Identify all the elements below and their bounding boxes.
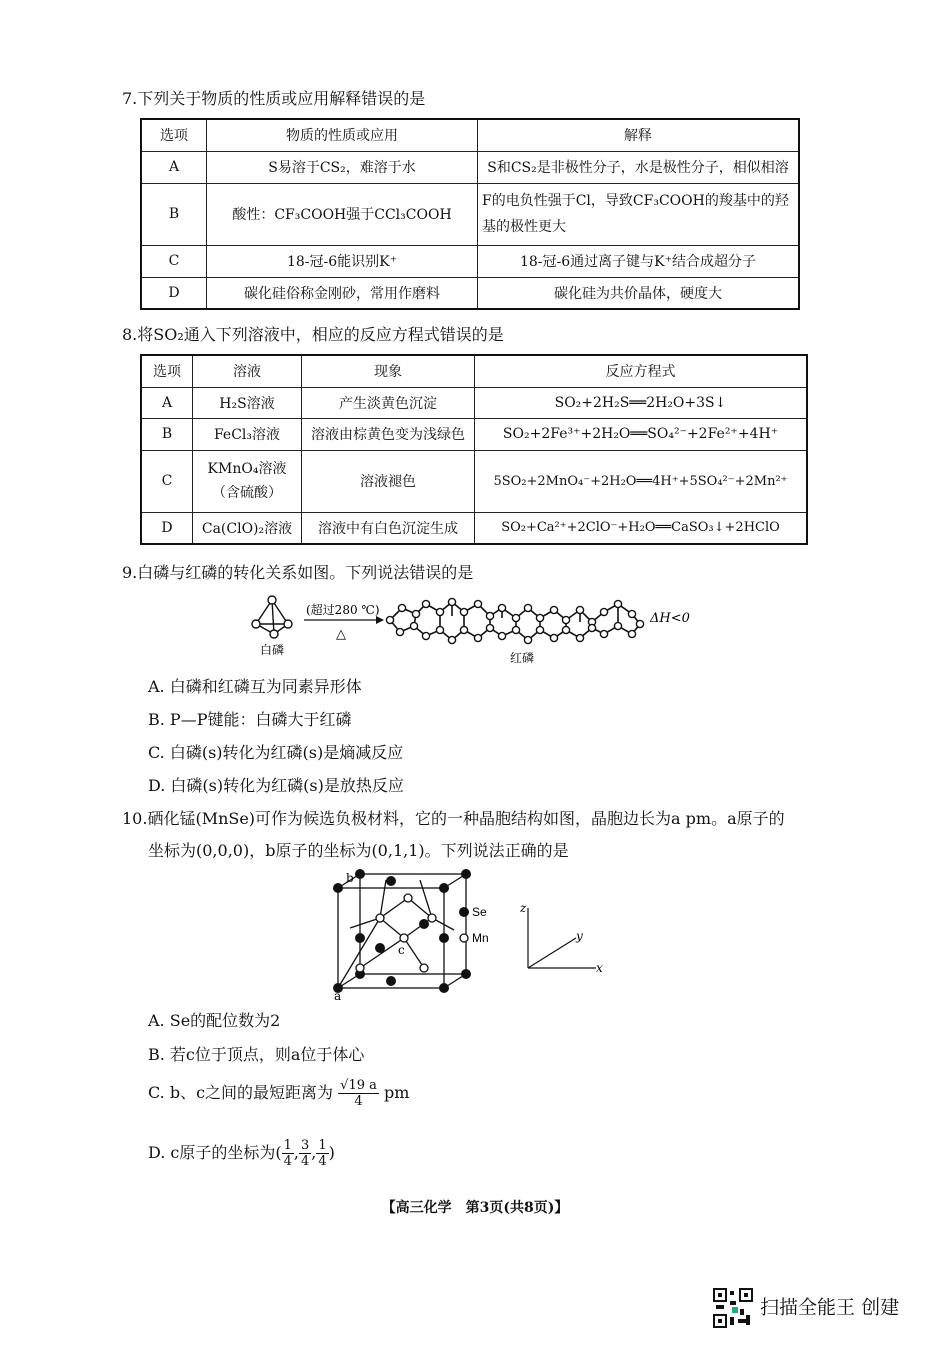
q7-header-property: 物质的性质或应用	[207, 119, 478, 151]
q8-row-d-option: D	[141, 512, 193, 544]
q9-option-d: D. 白磷(s)转化为红磷(s)是放热反应	[148, 776, 404, 795]
legend-se-marker	[459, 907, 469, 917]
q10-option-c	[148, 1078, 409, 1109]
q8-row-b-solution: FeCl₃溶液	[193, 418, 302, 450]
axis-y-label: y	[576, 929, 583, 943]
q9-option-b: B. P—P键能：白磷大于红磷	[148, 710, 352, 729]
q8-row-a-equation: SO₂+2H₂S══2H₂O+3S↓	[475, 387, 808, 418]
q7-row-b-option: B	[141, 183, 207, 245]
q10-option-c-text: C. b、c之间的最短距离为	[148, 1083, 334, 1102]
q10-option-c-fraction	[338, 1078, 379, 1109]
q8-row-c-phenomenon: 溶液褪色	[302, 450, 475, 512]
q7-table	[140, 118, 800, 310]
q10-stem-line2: 坐标为(0,0,0)，b原子的坐标为(0,1,1)。下列说法正确的是	[148, 841, 569, 860]
legend-se: Se	[472, 905, 487, 919]
mn-atoms	[356, 894, 436, 972]
phosphorus-diagram	[240, 590, 700, 670]
q8-header-solution: 溶液	[193, 355, 302, 387]
q8-row-c-option: C	[141, 450, 193, 512]
page-footer: 【高三化学 第3页(共8页)】	[381, 1200, 569, 1216]
q9-option-a: A. 白磷和红磷互为同素异形体	[148, 677, 362, 696]
frac3-den: 4	[318, 1154, 327, 1169]
q8-header-phenomenon: 现象	[302, 355, 475, 387]
q8-header-equation: 反应方程式	[475, 355, 808, 387]
q8-table	[140, 354, 808, 545]
q10-option-c-denominator: 4	[354, 1094, 363, 1109]
q10-option-d-frac2	[299, 1138, 311, 1169]
q7-row-c-option: C	[141, 245, 207, 277]
axis-z-label: z	[520, 901, 527, 915]
white-phosphorus-structure	[256, 600, 288, 634]
q10-option-d-frac1	[282, 1138, 294, 1169]
frac3-num: 1	[318, 1138, 327, 1153]
q10-stem-line1: 10.硒化锰(MnSe)可作为候选负极材料，它的一种晶胞结构如图，晶胞边长为a pm。a原子的	[122, 809, 785, 828]
q9-stem: 9.白磷与红磷的转化关系如图。下列说法错误的是	[122, 563, 474, 582]
atom-a-label: a	[334, 989, 342, 1002]
q8-row-b-option: B	[141, 418, 193, 450]
q8-row-a-option: A	[141, 387, 193, 418]
q10-option-d-text: D. c原子的坐标为(	[148, 1143, 282, 1162]
q7-row-d-property: 碳化硅俗称金刚砂，常用作磨料	[207, 277, 478, 309]
q10-option-d-close: )	[328, 1143, 335, 1162]
frac1-den: 4	[283, 1154, 292, 1169]
q7-row-d-option: D	[141, 277, 207, 309]
scanner-text: 扫描全能王 创建	[760, 1296, 900, 1319]
q7-row-d-explanation: 碳化硅为共价晶体，硬度大	[478, 277, 800, 309]
q7-stem: 7.下列关于物质的性质或应用解释错误的是	[122, 89, 426, 108]
axis-x-label: x	[596, 961, 603, 975]
enthalpy-label: ΔH<0	[650, 611, 690, 626]
q7-row-c-property: 18-冠-6能识别K⁺	[207, 245, 478, 277]
q9-option-c: C. 白磷(s)转化为红磷(s)是熵减反应	[148, 743, 404, 762]
q7-row-a-property: S易溶于CS₂，难溶于水	[207, 151, 478, 183]
q7-header-option: 选项	[141, 119, 207, 151]
q10-option-a: A. Se的配位数为2	[148, 1011, 281, 1030]
q10-option-d-frac3	[316, 1138, 328, 1169]
q8-row-d-phenomenon: 溶液中有白色沉淀生成	[302, 512, 475, 544]
legend-mn: Mn	[472, 931, 489, 945]
q10-option-c-numerator: √19 a	[340, 1078, 377, 1093]
q7-row-b-property: 酸性：CF₃COOH强于CCl₃COOH	[207, 183, 478, 245]
q8-row-a-solution: H₂S溶液	[193, 387, 302, 418]
scanner-watermark	[712, 1287, 899, 1329]
frac1-num: 1	[283, 1138, 292, 1153]
q7-row-a-explanation: S和CS₂是非极性分子，水是极性分子，相似相溶	[478, 151, 800, 183]
legend-mn-marker	[460, 934, 468, 942]
axes	[528, 908, 596, 968]
q8-row-a-phenomenon: 产生淡黄色沉淀	[302, 387, 475, 418]
frac2-den: 4	[301, 1154, 310, 1169]
white-phosphorus-label: 白磷	[260, 643, 285, 657]
q8-row-c-equation: 5SO₂+2MnO₄⁻+2H₂O══4H⁺+5SO₄²⁻+2Mn²⁺	[475, 450, 808, 512]
red-phosphorus-label: 红磷	[510, 651, 535, 665]
reaction-condition: (超过280 ℃)	[306, 603, 380, 617]
frac2-num: 3	[301, 1138, 310, 1153]
q7-row-b-explanation: F的电负性强于Cl，导致CF₃COOH的羧基中的羟基的极性更大	[478, 183, 800, 245]
q8-header-option: 选项	[141, 355, 193, 387]
q7-row-c-explanation: 18-冠-6通过离子键与K⁺结合成超分子	[478, 245, 800, 277]
atom-b-label: b	[346, 871, 354, 885]
q8-stem: 8.将SO₂通入下列溶液中，相应的反应方程式错误的是	[122, 325, 504, 344]
q7-header-explanation: 解释	[478, 119, 800, 151]
q8-row-b-equation: SO₂+2Fe³⁺+2H₂O══SO₄²⁻+2Fe²⁺+4H⁺	[475, 418, 808, 450]
q10-option-c-unit: pm	[383, 1083, 410, 1102]
heat-symbol: △	[336, 627, 346, 642]
q10-option-d: D. c原子的坐标为( $\frac{1}{4}$ , $\frac{3}{4}$ , $\frac{1}{4}$ )	[148, 1138, 335, 1169]
qr-code-icon	[712, 1287, 754, 1329]
q10-option-b: B. 若c位于顶点，则a位于体心	[148, 1045, 365, 1064]
q8-row-d-solution: Ca(ClO)₂溶液	[193, 512, 302, 544]
q8-row-c-solution: KMnO₄溶液（含硫酸）	[193, 450, 302, 512]
q7-row-a-option: A	[141, 151, 207, 183]
q8-row-d-equation: SO₂+Ca²⁺+2ClO⁻+H₂O══CaSO₃↓+2HClO	[475, 512, 808, 544]
crystal-cell-diagram	[320, 868, 620, 1002]
q8-row-b-phenomenon: 溶液由棕黄色变为浅绿色	[302, 418, 475, 450]
atom-c-label: c	[398, 943, 405, 957]
